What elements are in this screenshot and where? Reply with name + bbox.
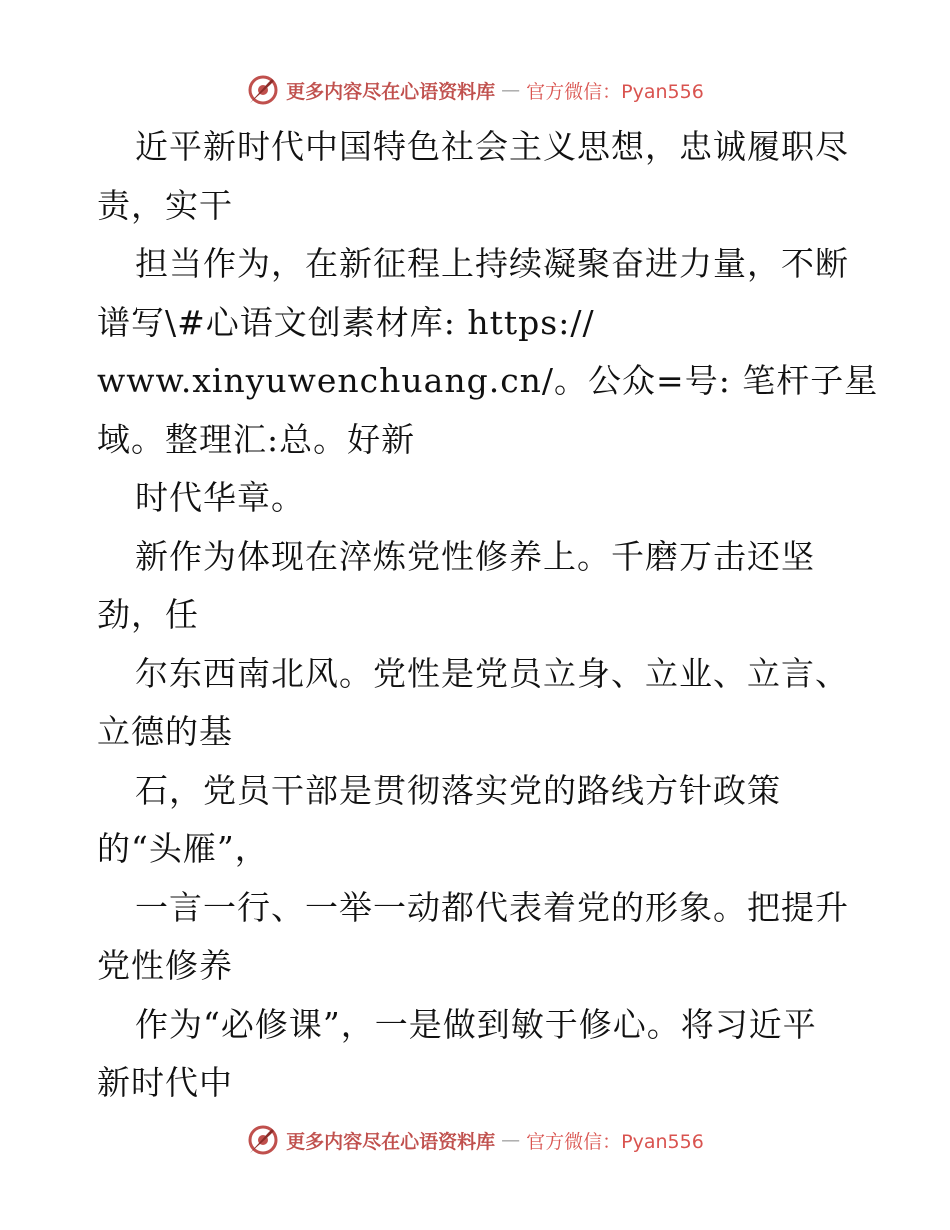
banner-account-text: 官方微信：Pyan556 <box>526 80 704 103</box>
header-banner <box>0 70 950 110</box>
body-line: 的“头雁”， <box>97 829 269 868</box>
body-line: 作为“必修课”，一是做到敏于修心。将习近平 <box>135 1004 817 1044</box>
banner-brand-text: 更多内容尽在心语资料库 <box>286 1130 496 1153</box>
banner-separator: — <box>501 1129 521 1151</box>
body-line: 一言一行、一举一动都代表着党的形象。把提升 <box>135 887 849 927</box>
body-line: 谱写\#心语文创素材库: https:// <box>97 302 595 342</box>
body-line: 尔东西南北风。党性是党员立身、立业、立言、 <box>135 653 849 693</box>
body-line: 时代华章。 <box>135 478 305 517</box>
body-line: 域。整理汇:总。好新 <box>97 419 416 459</box>
body-line: 责，实干 <box>97 185 233 225</box>
body-line: 新时代中 <box>97 1063 233 1102</box>
body-line: 石，党员干部是贯彻落实党的路线方针政策 <box>135 770 781 810</box>
document-body <box>97 118 879 1113</box>
quill-pen-logo-icon <box>246 73 280 107</box>
banner-account-text: 官方微信：Pyan556 <box>526 1130 704 1153</box>
banner-separator: — <box>501 79 521 101</box>
body-line: 新作为体现在淬炼党性修养上。千磨万击还坚 <box>135 536 815 576</box>
body-line: www.xinyuwenchuang.cn/。公众=号: 笔杆子星 <box>97 361 879 400</box>
body-line: 党性修养 <box>97 946 233 985</box>
body-line: 担当作为，在新征程上持续凝聚奋进力量，不断 <box>135 244 849 283</box>
body-line: 劲，任 <box>97 595 199 634</box>
banner-brand-text: 更多内容尽在心语资料库 <box>286 80 496 103</box>
body-line: 立德的基 <box>97 712 233 751</box>
quill-pen-logo-icon <box>246 1123 280 1157</box>
body-line: 近平新时代中国特色社会主义思想，忠诚履职尽 <box>135 127 849 166</box>
footer-banner <box>0 1120 950 1160</box>
